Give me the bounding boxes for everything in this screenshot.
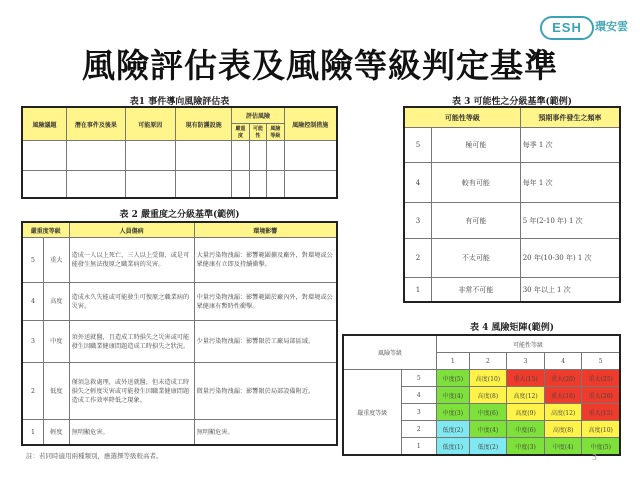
severity-name: 中度 (44, 321, 70, 363)
t1-subheader: 可能性 (249, 124, 266, 141)
severity-level: 5 (23, 238, 44, 283)
likelihood-name: 有可能 (432, 203, 521, 239)
injury-desc: 無明顯危害。 (69, 420, 194, 445)
env-desc: 無明顯危害。 (194, 420, 336, 445)
table-row (405, 278, 620, 302)
empty-cell[interactable] (284, 141, 336, 171)
injury-desc: 須外送就醫，且造成工時損失之災害或可能發生因職業健康問題造成工時損失之狀況。 (69, 321, 194, 363)
t1-subheader: 嚴重度 (232, 124, 249, 141)
t1-header: 評估風險 (232, 108, 284, 124)
severity-row-level: 5 (401, 370, 436, 387)
logo-mark: ESH (540, 16, 594, 40)
likelihood-axis-label: 可能性等級 (437, 336, 620, 353)
risk-cell: 重大(15) (582, 404, 620, 421)
table2-caption: 表 2 嚴重度之分級基準(範例) (119, 210, 240, 220)
likelihood-col: 3 (507, 353, 545, 370)
severity-name: 輕度 (44, 420, 70, 445)
empty-cell[interactable] (267, 171, 284, 198)
empty-cell[interactable] (67, 171, 125, 198)
table-row (23, 420, 337, 445)
injury-desc: 造成永久失能或可能發生可復原之職業病的災害。 (69, 283, 194, 321)
risk-cell: 高度(10) (582, 421, 620, 438)
empty-cell[interactable] (175, 141, 231, 171)
t3-header: 預期事件發生之頻率 (520, 108, 619, 128)
severity-level: 4 (23, 283, 44, 321)
likelihood-name: 極可能 (432, 128, 521, 163)
likelihood-freq: 30 年以上 1 次 (520, 278, 619, 302)
risk-cell: 高度(8) (469, 387, 507, 404)
table-row (23, 171, 337, 198)
severity-row-level: 1 (401, 438, 436, 455)
risk-cell: 高度(12) (507, 387, 545, 404)
risk-cell: 重大(20) (544, 370, 582, 387)
severity-table (22, 222, 337, 445)
risk-cell: 中度(5) (582, 438, 620, 455)
risk-cell: 高度(12) (544, 404, 582, 421)
likelihood-name: 不太可能 (432, 239, 521, 278)
table-row (23, 141, 337, 171)
env-desc: 少量污染物洩漏：影響限於工廠局部區域。 (194, 321, 336, 363)
injury-desc: 造成一人以上死亡、三人以上受傷、或是可能發生無法復原之職業病的災害。 (69, 238, 194, 283)
risk-cell: 高度(8) (544, 421, 582, 438)
severity-name: 高度 (44, 283, 70, 321)
env-desc: 微量污染物洩漏：影響限於局部設備附近。 (194, 363, 336, 420)
table4-caption: 表 4 風險矩陣(範例) (469, 323, 555, 333)
empty-cell[interactable] (284, 171, 336, 198)
risk-cell: 中度(5) (437, 370, 470, 387)
table-row (23, 238, 337, 283)
table-row (405, 239, 620, 278)
t2-header: 嚴重度等級 (23, 223, 70, 238)
risk-cell: 重大(20) (582, 387, 620, 404)
env-desc: 大量污染物洩漏：影響範圍擴及廠外，對環境或公眾健康有立即及持續衝擊。 (194, 238, 336, 283)
risk-cell: 高度(9) (507, 404, 545, 421)
risk-cell: 低度(2) (469, 438, 507, 455)
likelihood-freq: 20 年(10-30 年) 1 次 (520, 239, 619, 278)
risk-cell: 中度(4) (437, 387, 470, 404)
likelihood-name: 較有可能 (432, 163, 521, 203)
table-row (405, 128, 620, 163)
likelihood-level: 5 (405, 128, 432, 163)
severity-name: 低度 (44, 363, 70, 420)
severity-axis-label: 嚴重度等級 (344, 370, 402, 455)
empty-cell[interactable] (125, 171, 175, 198)
risk-cell: 重大(16) (544, 387, 582, 404)
risk-cell: 低度(1) (437, 438, 470, 455)
risk-cell: 中度(4) (544, 438, 582, 455)
likelihood-col: 5 (582, 353, 620, 370)
risk-cell: 低度(2) (437, 421, 470, 438)
empty-cell[interactable] (249, 171, 266, 198)
likelihood-col: 2 (469, 353, 507, 370)
empty-cell[interactable] (125, 141, 175, 171)
likelihood-freq: 每年 1 次 (520, 163, 619, 203)
page-title: 風險評估表及風險等級判定基準 (82, 46, 558, 85)
empty-cell[interactable] (23, 171, 67, 198)
table-row (23, 283, 337, 321)
empty-cell[interactable] (267, 141, 284, 171)
table3-caption: 表 3 可能性之分級基準(範例) (451, 97, 573, 107)
risk-assessment-table (22, 107, 337, 198)
likelihood-name: 非常不可能 (432, 278, 521, 302)
table-row (405, 163, 620, 203)
logo-name: 環安雲 (595, 20, 628, 33)
risk-cell: 中度(6) (507, 421, 545, 438)
likelihood-level: 3 (405, 203, 432, 239)
table-row (23, 321, 337, 363)
t2-header: 環境影響 (194, 223, 336, 238)
esh-logo (540, 10, 632, 40)
likelihood-col: 1 (437, 353, 470, 370)
likelihood-level: 2 (405, 239, 432, 278)
likelihood-table (404, 107, 620, 302)
likelihood-level: 4 (405, 163, 432, 203)
severity-level: 2 (23, 363, 44, 420)
empty-cell[interactable] (249, 141, 266, 171)
injury-desc: 僅須急救處理，或外送就醫，但未造成工時損失之輕度災害或可能發生因職業健康問題造成工作效率降低之現象。 (69, 363, 194, 420)
likelihood-level: 1 (405, 278, 432, 302)
empty-cell[interactable] (23, 141, 67, 171)
t3-header: 可能性等級 (405, 108, 521, 128)
severity-level: 3 (23, 321, 44, 363)
empty-cell[interactable] (67, 141, 125, 171)
t1-header: 現有防護設施 (175, 108, 231, 141)
empty-cell[interactable] (232, 141, 249, 171)
t1-header: 風險控制措施 (284, 108, 336, 141)
severity-row-level: 3 (401, 404, 436, 421)
risk-cell: 重大(15) (507, 370, 545, 387)
severity-row-level: 4 (401, 387, 436, 404)
risk-cell: 中度(3) (507, 438, 545, 455)
matrix-row (344, 370, 620, 387)
likelihood-freq: 5 年(2-10 年) 1 次 (520, 203, 619, 239)
risk-cell: 重大(25) (582, 370, 620, 387)
risk-matrix (343, 335, 620, 455)
empty-cell[interactable] (232, 171, 249, 198)
empty-cell[interactable] (175, 171, 231, 198)
t1-header: 潛在事件及後果 (67, 108, 125, 141)
page-number: 3 (592, 453, 598, 462)
likelihood-freq: 每季 1 次 (520, 128, 619, 163)
matrix-corner: 風險等級 (344, 336, 437, 370)
t2-header: 人員傷病 (69, 223, 194, 238)
t1-header: 可能原因 (125, 108, 175, 141)
likelihood-col: 4 (544, 353, 582, 370)
footnote: 註：若同時適用兩種類別，應選擇等級較高者。 (26, 452, 163, 460)
risk-cell: 中度(3) (437, 404, 470, 421)
table-row (23, 363, 337, 420)
env-desc: 中量污染物洩漏：影響範圍於廠內外，對環境或公眾健康有暫時性衝擊。 (194, 283, 336, 321)
risk-cell: 高度(10) (469, 370, 507, 387)
risk-cell: 中度(6) (469, 404, 507, 421)
t1-header: 風險議題 (23, 108, 67, 141)
severity-level: 1 (23, 420, 44, 445)
severity-row-level: 2 (401, 421, 436, 438)
risk-cell: 中度(4) (469, 421, 507, 438)
table-row (405, 203, 620, 239)
t1-subheader: 風險等級 (267, 124, 284, 141)
severity-name: 重大 (44, 238, 70, 283)
table1-caption: 表1 事件導向風險評估表 (129, 97, 230, 107)
